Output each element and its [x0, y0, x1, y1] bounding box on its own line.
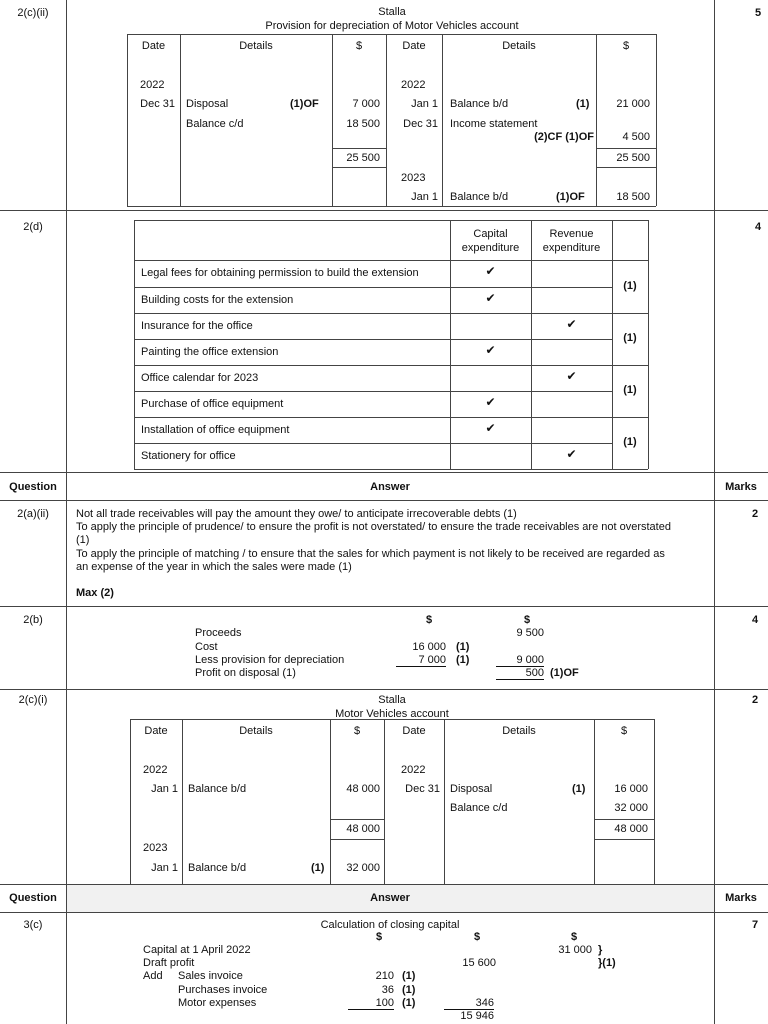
header-amount: $: [353, 725, 361, 737]
mark: (1): [572, 783, 586, 795]
debit-total: 48 000: [346, 823, 380, 835]
add-item-value: 210: [375, 970, 394, 982]
header-details: Details: [239, 725, 273, 737]
question-number: 3(c): [23, 919, 43, 931]
currency-header: $: [376, 931, 383, 943]
subtotal-value: 15 946: [460, 1010, 494, 1022]
expense-item-label: Office calendar for 2023: [141, 372, 259, 384]
credit-date: Jan 1: [411, 191, 438, 203]
draft-profit-label: Draft profit: [143, 957, 195, 969]
mark: (1): [623, 332, 637, 344]
profit-value: 500: [496, 667, 544, 680]
less-label: Less provision for depreciation: [195, 654, 345, 666]
mark: (1)OF: [290, 98, 319, 110]
question-number: 2(c)(i): [18, 694, 48, 706]
debit-details: Balance b/d: [188, 862, 247, 874]
capital-check-icon: ✔: [485, 343, 496, 357]
credit-year: 2022: [401, 764, 426, 776]
marks-value: 4: [755, 221, 762, 233]
credit-details: Balance c/d: [450, 802, 508, 814]
brace: }: [598, 944, 603, 956]
proceeds-label: Proceeds: [195, 627, 242, 639]
mark: (1): [311, 862, 325, 874]
add-item-value: 36: [381, 984, 394, 996]
answer-line: To apply the principle of prudence/ to ensure the profit is not overstated/ to ensure the trade receivables are not overstated: [76, 521, 671, 533]
question-number: 2(b): [23, 614, 43, 626]
add-item-value: 100: [348, 997, 394, 1010]
debit-date: Jan 1: [151, 783, 178, 795]
mark: (1): [576, 98, 590, 110]
capital-value: 31 000: [558, 944, 592, 956]
debit-details: Balance b/d: [188, 783, 247, 795]
answer-line: To apply the principle of matching / to ensure that the sales for which payment is not likely to be received are regarded as: [76, 548, 665, 560]
profit-label: Profit on disposal (1): [195, 667, 296, 679]
question-number: 2(c)(ii): [17, 7, 49, 19]
header-answer: Answer: [370, 481, 410, 493]
revenue-check-icon: ✔: [566, 369, 577, 383]
add-item-label: Purchases invoice: [178, 984, 268, 996]
marks-value: 4: [752, 614, 759, 626]
add-item-label: Motor expenses: [178, 997, 257, 1009]
proceeds-value: 9 500: [516, 627, 544, 639]
mark: (1): [402, 970, 416, 982]
header-answer: Answer: [370, 892, 410, 904]
account-title: Motor Vehicles account: [335, 708, 449, 720]
answer-line: Not all trade receivables will pay the amount they owe/ to anticipate irrecoverable debts (1): [76, 508, 517, 520]
account-title: Provision for depreciation of Motor Vehicles account: [265, 20, 519, 32]
column-header-capital: expenditure: [461, 242, 520, 254]
credit-details: Income statement: [450, 118, 538, 130]
marks-value: 2: [752, 694, 759, 706]
expense-item-label: Legal fees for obtaining permission to build the extension: [141, 267, 419, 279]
debit-date: Dec 31: [140, 98, 175, 110]
credit-amount: 4 500: [622, 131, 650, 143]
debit-details: Disposal: [186, 98, 229, 110]
expense-item-label: Building costs for the extension: [141, 294, 294, 306]
currency-header: $: [474, 931, 481, 943]
header-date: Date: [144, 725, 168, 737]
expense-item-label: Installation of office equipment: [141, 424, 290, 436]
credit-details: Disposal: [450, 783, 493, 795]
question-number: 2(a)(ii): [17, 508, 49, 520]
credit-total: 25 500: [616, 152, 650, 164]
mark: (1): [402, 984, 416, 996]
add-item-label: Sales invoice: [178, 970, 243, 982]
capital-label: Capital at 1 April 2022: [143, 944, 251, 956]
credit-date: Dec 31: [405, 783, 440, 795]
revenue-check-icon: ✔: [566, 317, 577, 331]
mark: (1): [456, 641, 470, 653]
mark: (2)CF (1)OF: [534, 131, 594, 143]
credit-date: Dec 31: [403, 118, 438, 130]
header-amount: $: [620, 725, 628, 737]
mark: (1): [623, 280, 637, 292]
mark: (1): [623, 384, 637, 396]
debit-details: Balance c/d: [186, 118, 244, 130]
mark: (1): [456, 654, 470, 666]
header-details: Details: [502, 725, 536, 737]
currency-header: $: [524, 614, 531, 626]
question-number: 2(d): [23, 221, 43, 233]
debit-amount: 48 000: [346, 783, 380, 795]
capital-check-icon: ✔: [485, 421, 496, 435]
mark: (1)OF: [550, 667, 579, 679]
credit-total: 48 000: [614, 823, 648, 835]
draft-profit-value: 15 600: [462, 957, 496, 969]
header-marks: Marks: [725, 892, 757, 904]
calculation-title: Calculation of closing capital: [320, 919, 460, 931]
credit-details: Balance b/d: [450, 191, 509, 203]
header-amount: $: [622, 40, 630, 52]
column-header-capital: Capital: [473, 228, 508, 240]
header-details: Details: [502, 40, 536, 52]
header-details: Details: [239, 40, 273, 52]
column-header-revenue: Revenue: [549, 228, 594, 240]
debit-year: 2022: [140, 79, 165, 91]
account-owner: Stalla: [378, 6, 406, 18]
mark: (1)OF: [556, 191, 585, 203]
debit-year: 2022: [143, 764, 168, 776]
add-sum-value: 346: [444, 997, 494, 1010]
mark: (1): [402, 997, 416, 1009]
cost-label: Cost: [195, 641, 218, 653]
expense-item-label: Insurance for the office: [141, 320, 253, 332]
capital-check-icon: ✔: [485, 395, 496, 409]
account-owner: Stalla: [378, 694, 406, 706]
answer-line: an expense of the year in which the sales were made (1): [76, 561, 352, 573]
credit-year: 2022: [401, 79, 426, 91]
debit-total: 25 500: [346, 152, 380, 164]
debit-amount: 7 000: [352, 98, 380, 110]
debit-amount: 18 500: [346, 118, 380, 130]
header-date: Date: [141, 40, 166, 52]
credit-year: 2023: [401, 172, 426, 184]
credit-date: Jan 1: [411, 98, 438, 110]
debit-amount: 32 000: [346, 862, 380, 874]
header-question: Question: [9, 481, 57, 493]
revenue-check-icon: ✔: [566, 447, 577, 461]
capital-check-icon: ✔: [485, 264, 496, 278]
header-marks: Marks: [725, 481, 757, 493]
less-value: 7 000: [396, 654, 446, 667]
header-question: Question: [9, 892, 57, 904]
column-header-revenue: expenditure: [542, 242, 601, 254]
add-label: Add: [143, 970, 163, 982]
max-marks: Max (2): [76, 587, 114, 599]
currency-header: $: [426, 614, 433, 626]
nbv-value: 9 000: [496, 654, 544, 667]
expense-item-label: Painting the office extension: [141, 346, 279, 358]
marks-value: 5: [755, 7, 762, 19]
debit-date: Jan 1: [151, 862, 178, 874]
marks-value: 2: [752, 508, 759, 520]
expense-item-label: Purchase of office equipment: [141, 398, 284, 410]
debit-year: 2023: [143, 842, 168, 854]
mark: }(1): [598, 957, 616, 969]
expense-item-label: Stationery for office: [141, 450, 236, 462]
mark: (1): [623, 436, 637, 448]
header-date: Date: [402, 725, 426, 737]
currency-header: $: [571, 931, 578, 943]
credit-amount: 18 500: [616, 191, 650, 203]
marks-value: 7: [752, 919, 759, 931]
credit-amount: 32 000: [614, 802, 648, 814]
credit-amount: 16 000: [614, 783, 648, 795]
credit-amount: 21 000: [616, 98, 650, 110]
header-amount: $: [355, 40, 363, 52]
cost-value: 16 000: [412, 641, 446, 653]
capital-check-icon: ✔: [485, 291, 496, 305]
answer-line: (1): [76, 534, 90, 546]
header-date: Date: [402, 40, 426, 52]
credit-details: Balance b/d: [450, 98, 509, 110]
